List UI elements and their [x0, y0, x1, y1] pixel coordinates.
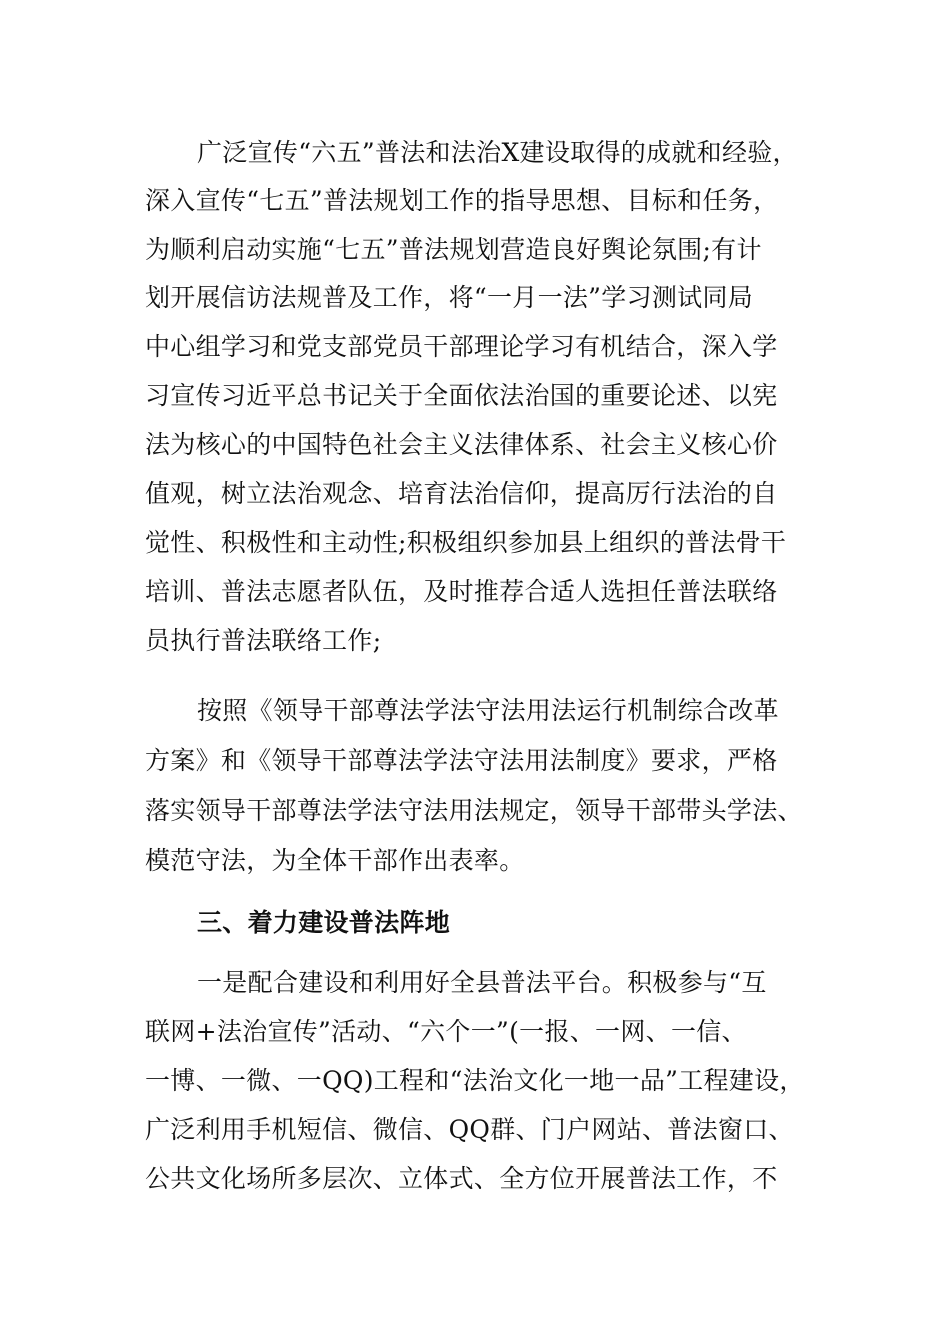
- paragraph-1-line: 员执行普法联络工作;: [145, 626, 382, 655]
- paragraph-1-line: 习宣传习近平总书记关于全面依法治国的重要论述、以宪: [145, 381, 778, 410]
- paragraph-3-line: 公共文化场所多层次、立体式、全方位开展普法工作，不: [145, 1164, 778, 1193]
- paragraph-3-line: 一是配合建设和利用好全县普法平台。积极参与“互: [197, 968, 767, 997]
- paragraph-3-line: 一博、一微、一QQ)工程和“法治文化一地一品”工程建设，: [145, 1066, 805, 1095]
- paragraph-1-line: 广泛宣传“六五”普法和法治X建设取得的成就和经验，: [197, 138, 798, 167]
- paragraph-2-line: 模范守法，为全体干部作出表率。: [145, 846, 525, 875]
- paragraph-2-line: 落实领导干部尊法学法守法用法规定，领导干部带头学法、: [145, 796, 803, 825]
- section-heading: 三、着力建设普法阵地: [197, 908, 451, 937]
- paragraph-1-line: 深入宣传“七五”普法规划工作的指导思想、目标和任务，: [145, 186, 779, 215]
- paragraph-1-line: 中心组学习和党支部党员干部理论学习有机结合，深入学: [145, 332, 778, 361]
- paragraph-2-line: 方案》和《领导干部尊法学法守法用法制度》要求，严格: [145, 746, 778, 775]
- paragraph-2-line: 按照《领导干部尊法学法守法用法运行机制综合改革: [197, 696, 779, 725]
- paragraph-3-line: 联网+法治宣传”活动、“六个一”(一报、一网、一信、: [145, 1017, 747, 1046]
- paragraph-1-line: 法为核心的中国特色社会主义法律体系、社会主义核心价: [145, 430, 778, 459]
- paragraph-1-line: 觉性、积极性和主动性;积极组织参加县上组织的普法骨干: [145, 528, 787, 557]
- paragraph-1-line: 为顺利启动实施“七五”普法规划营造良好舆论氛围;有计: [145, 235, 762, 264]
- paragraph-1-line: 培训、普法志愿者队伍，及时推荐合适人选担任普法联络: [145, 577, 778, 606]
- paragraph-1-line: 划开展信访法规普及工作，将“一月一法”学习测试同局: [145, 283, 754, 312]
- paragraph-1-line: 值观，树立法治观念、培育法治信仰，提高厉行法治的自: [145, 479, 778, 508]
- paragraph-3-line: 广泛利用手机短信、微信、QQ群、门户网站、普法窗口、: [145, 1115, 794, 1144]
